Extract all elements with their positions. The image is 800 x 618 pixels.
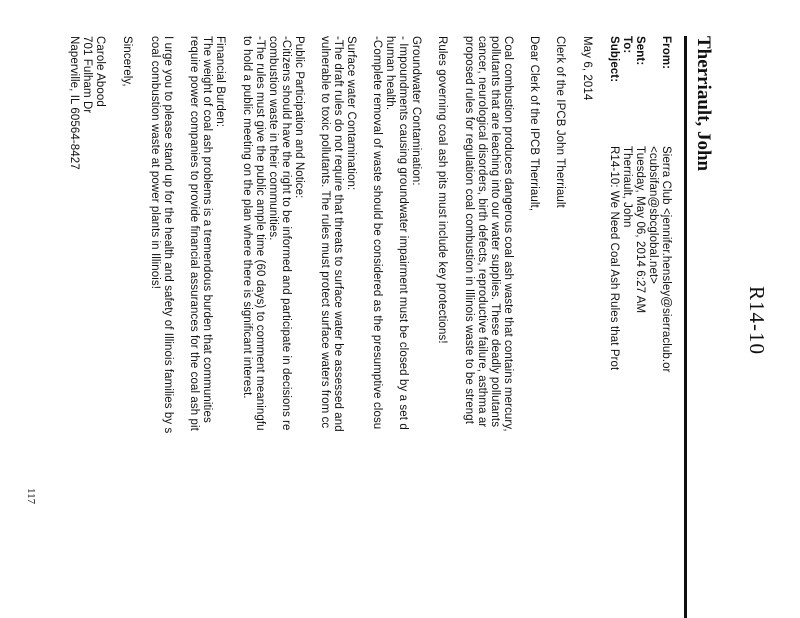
financial-line: require power companies to provide financial assurances for the coal ash pit: [188, 36, 200, 431]
groundwater-line: -Complete removal of waste should be considered as the presumptive closu: [371, 36, 383, 430]
from-value: Sierra Club <jennifer.hensley@sierraclub.or: [660, 146, 672, 373]
participation-line: to hold a public meeting on the plan where there is significant interest.: [241, 36, 253, 399]
surface-line: vulnerable to toxic pollutants. The rules must protect surface waters from cc: [319, 36, 331, 429]
groundwater-heading: Groundwater Contamination:: [410, 36, 422, 186]
surface-heading: Surface water Contamination:: [345, 36, 357, 191]
salutation: Dear Clerk of the IPCB Therriault,: [528, 36, 540, 212]
participation-heading: Public Participation and Notice:: [293, 36, 305, 199]
participation-line: -Citizens should have the right to be informed and participate in decisions re: [280, 36, 292, 431]
financial-heading: Financial Burden:: [214, 36, 226, 128]
surface-line: -The draft rules do not require that threats to surface water be assessed and: [332, 36, 344, 432]
signature-address: 701 Fulham Dr: [81, 36, 93, 114]
closing-appeal-line: I urge you to please stand up for the health and safety of Illinois families by s: [162, 36, 174, 434]
groundwater-line: - Impoundments causing groundwater impairment must be closed by a set d: [397, 36, 409, 430]
signature-name: Carole Abood: [94, 36, 106, 107]
to-label: To:: [621, 36, 633, 54]
intro-line: pollutants that are leaching into our water supplies. These deadly pollutants: [489, 36, 501, 428]
closing-appeal-line: coal combustion waste at power plants in Illinois!: [149, 36, 161, 290]
sent-label: Sent:: [634, 36, 646, 66]
signature-city: Naperville, IL 60564-8427: [68, 36, 80, 170]
to-value: Therriault, John: [621, 146, 633, 228]
intro-line: Coal combustion produces dangerous coal ash waste that contains mercury,: [502, 36, 514, 432]
sender-name-heading: Therriault, John: [693, 36, 714, 172]
subject-label: Subject:: [608, 36, 620, 83]
recipient-line: Clerk of the IPCB John Therriault: [554, 36, 566, 208]
intro-line: cancer, neurological disorders, birth defects, reproductive failure, asthma ar: [476, 36, 488, 428]
rules-line: Rules governing coal ash pits must include key protections!: [436, 36, 448, 344]
financial-line: The weight of coal ash problems is a tremendous burden that communities: [201, 36, 213, 423]
from-value-email: <cubsifan@sbcglobal.net>: [647, 146, 659, 285]
heading-rule: [684, 36, 687, 618]
from-label: From:: [660, 36, 672, 70]
participation-line: -The rules must give the public ample time (60 days) to comment meaningfu: [254, 36, 266, 431]
intro-line: proposed rules for regulation coal combustion in Illinois waste to be strengt: [463, 36, 475, 425]
closing: Sincerely,: [121, 36, 133, 87]
sent-value: Tuesday, May 06, 2014 6:27 AM: [634, 146, 646, 314]
letter-date: May 6, 2014: [581, 36, 593, 101]
page-number: 117: [25, 488, 37, 505]
subject-value: R14-10: We Need Coal Ash Rules that Prot: [608, 146, 620, 371]
participation-line: combustion waste in their communities.: [267, 36, 279, 241]
document-code: R14-10: [745, 286, 769, 355]
groundwater-line: human health.: [384, 36, 396, 111]
